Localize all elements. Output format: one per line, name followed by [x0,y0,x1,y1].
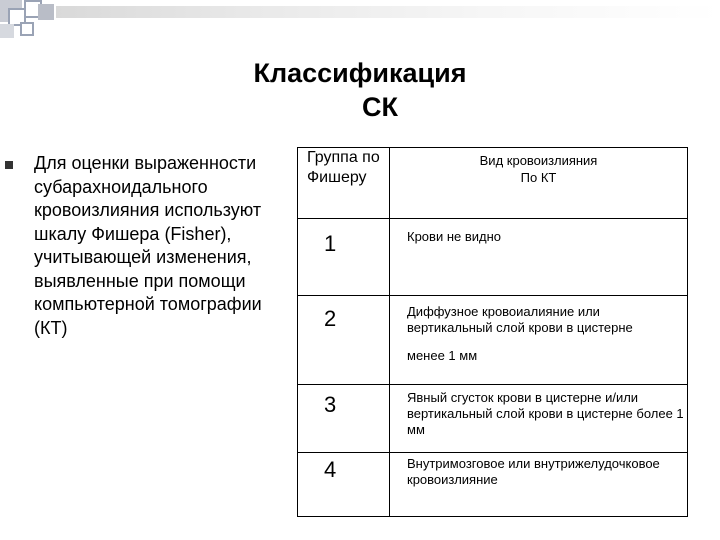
slide-title [200,56,520,124]
header-group-cell: Группа по Фишеру [298,148,390,219]
deco-square [0,24,14,38]
title-line-2: СК [362,92,398,122]
group-description: Внутримозговое или внутрижелудочковое кровоизлияние [390,453,688,517]
bullet-square-icon [5,161,13,169]
bullet-text: Для оценки выраженности субарахноидального кровоизлияния используют шкалу Фишера (Fisher), учитывающей изменения, выявленные при помощи компьютерной томографии (КТ) [34,153,262,338]
deco-square [38,4,54,20]
table-row [298,453,688,517]
group-number: 1 [298,219,390,296]
group-number: 2 [298,296,390,385]
table-row [298,219,688,296]
group-description: Диффузное кровоиалияние или вертикальный слой крови в цистерне [407,304,633,335]
group-note: менее 1 мм [407,348,478,363]
header-kind-cell [390,148,688,219]
header-kind-line-2: По КТ [520,170,557,185]
group-number: 4 [298,453,390,517]
header-gradient-bar [56,6,720,18]
header-kind-line-1: Вид кровоизлияния [479,153,598,168]
group-description: Крови не видно [390,219,688,296]
table-row [298,385,688,453]
table-row [298,296,688,385]
group-number: 3 [298,385,390,453]
deco-square [20,22,34,36]
group-description-cell [390,296,688,385]
group-description: Явный сгусток крови в цистерне и/или вертикальный слой крови в цистерне более 1 мм [390,385,688,453]
fisher-scale-table [297,147,688,517]
title-line-1: Классификация [253,58,467,88]
